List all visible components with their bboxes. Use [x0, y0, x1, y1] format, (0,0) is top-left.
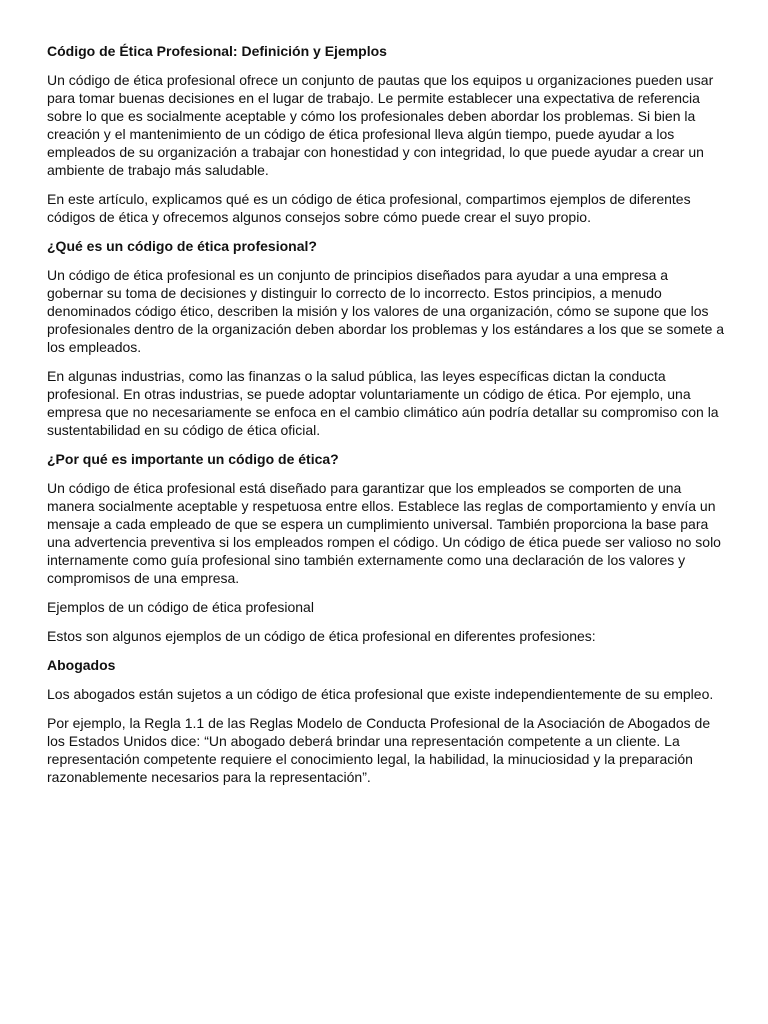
section-heading-what: ¿Qué es un código de ética profesional?	[47, 238, 317, 254]
intro-paragraph-2: En este artículo, explicamos qué es un código de ética profesional, compartimos ejemplos de diferentes códigos de ética y ofrecemos algunos consejos sobre cómo puede crear el suyo propio.	[47, 191, 691, 225]
section-heading-why: ¿Por qué es importante un código de ética?	[47, 451, 339, 467]
what-paragraph-1: Un código de ética profesional es un conjunto de principios diseñados para ayudar a una empresa a gobernar su toma de decisiones y distinguir lo correcto de lo incorrecto. Estos principios, a menudo denominados código ético, describen la misión y los valores de una organización, cómo se supone que los profesionales dentro de la organización deben abordar los problemas y los estándares a los que se somete a los empleados.	[47, 267, 725, 355]
examples-heading: Ejemplos de un código de ética profesional	[47, 599, 314, 615]
lawyers-paragraph-2: Por ejemplo, la Regla 1.1 de las Reglas Modelo de Conducta Profesional de la Asociación de Abogados de los Estados Unidos dice: “Un abogado deberá brindar una representación competente a un cliente. La representación competente requiere el conocimiento legal, la habilidad, la minuciosidad y la preparación razonablemente necesarios para la representación”.	[47, 715, 711, 785]
document-page	[47, 42, 727, 797]
intro-paragraph-1: Un código de ética profesional ofrece un conjunto de pautas que los equipos u organizaciones pueden usar para tomar buenas decisiones en el lugar de trabajo. Le permite establecer una expectativa de referencia sobre lo que es socialmente aceptable y cómo los profesionales deben abordar los problemas. Si bien la creación y el mantenimiento de un código de ética profesional lleva algún tiempo, puede ayudar a los empleados de su organización a trabajar con honestidad y con integridad, lo que puede ayudar a crear un ambiente de trabajo más saludable.	[47, 72, 714, 178]
document-title: Código de Ética Profesional: Definición y Ejemplos	[47, 43, 387, 59]
lawyers-paragraph-1: Los abogados están sujetos a un código de ética profesional que existe independientemente de su empleo.	[47, 686, 714, 702]
section-heading-lawyers: Abogados	[47, 657, 116, 673]
examples-intro: Estos son algunos ejemplos de un código de ética profesional en diferentes profesiones:	[47, 628, 596, 644]
what-paragraph-2: En algunas industrias, como las finanzas o la salud pública, las leyes específicas dictan la conducta profesional. En otras industrias, se puede adoptar voluntariamente un código de ética. Por ejemplo, una empresa que no necesariamente se enfoca en el cambio climático aún podría detallar su compromiso con la sustentabilidad en su código de ética oficial.	[47, 368, 719, 438]
why-paragraph-1: Un código de ética profesional está diseñado para garantizar que los empleados se comporten de una manera socialmente aceptable y respetuosa entre ellos. Establece las reglas de comportamiento y envía un mensaje a cada empleado de que se espera un cumplimiento universal. También proporciona la base para una advertencia preventiva si los empleados rompen el código. Un código de ética puede ser valioso no solo internamente como guía profesional sino también externamente como una declaración de los valores y compromisos de una empresa.	[47, 480, 721, 586]
